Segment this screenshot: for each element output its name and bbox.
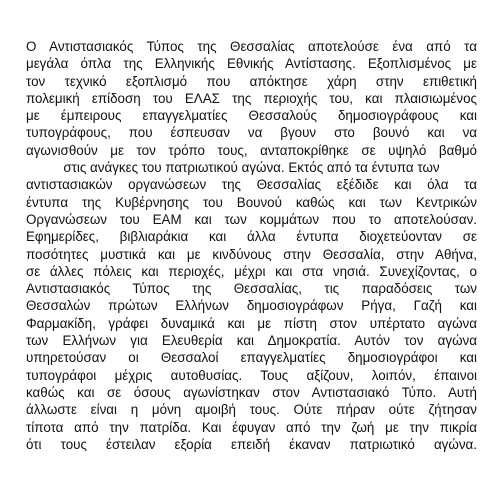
text-line: Εφημερίδες, βιβλιαράκια και άλλα έντυπα διοχετεύονταν σε — [26, 229, 477, 245]
text-line: στις ανάγκες του πατριωτικού αγώνα. Εκτός από τα έντυπα των — [63, 160, 440, 176]
text-line: άλλωστε είναι η μόνη αμοιβή τους. Ούτε πήραν ούτε ζήτησαν — [26, 402, 477, 418]
text-line: πολεμική επίδοση του ΕΛΑΣ της περιοχής του, και πλαισιωμένος — [26, 90, 477, 106]
body-paragraph — [26, 38, 477, 453]
text-line: Αντιστασιακός Τύπος της Θεσσαλίας, τις παραδόσεις των — [26, 281, 477, 297]
text-line: αγωνισθούν με τον τρόπο τους, ανταποκρίθηκε σε υψηλό βαθμό — [26, 142, 477, 158]
text-line: τυπογράφους, που έσπευσαν να βγουν στο βουνό και να — [26, 125, 477, 141]
text-line: τίποτα από την πατρίδα. Και έφυγαν από την ζωή με την πικρία — [26, 419, 477, 435]
text-line: τον τεχνικό εξοπλισμό που απόκτησε χάρη στην επιθετική — [26, 73, 477, 89]
text-line: υπηρετούσαν οι Θεσσαλοί επαγγελματίες δημοσιογράφοι και — [26, 350, 477, 366]
text-line: Θεσσαλών πρώτων Ελλήνων δημοσιογράφων Ρήγα, Γαζή και — [26, 298, 477, 314]
text-line: τυπογράφοι μέχρις αυτοθυσίας. Τους αξίζουν, λοιπόν, έπαινοι — [26, 367, 477, 383]
text-line: μεγάλα όπλα της Ελληνικής Εθνικής Αντίστασης. Εξοπλισμένος με — [26, 56, 477, 72]
text-line: ότι τους έστειλαν εξορία επειδή έκαναν πατριωτικό αγώνα. — [26, 436, 477, 452]
text-line: καθώς και σε όσους αγωνίστηκαν στον Αντιστασιακό Τύπο. Αυτή — [26, 384, 477, 400]
text-line: με έμπειρους επαγγελματίες Θεσσαλούς δημοσιογράφους και — [26, 108, 477, 124]
text-line: Ο Αντιστασιακός Τύπος της Θεσσαλίας αποτελούσε ένα από τα — [26, 39, 477, 54]
text-line: Φαρμακίδη, γράφει δυναμικά και με πίστη στον υπέρτατο αγώνα — [26, 315, 477, 331]
text-line: ποσότητες μυστικά και με κινδύνους στην Θεσσαλία, στην Αθήνα, — [26, 246, 477, 262]
text-line: έντυπα της Κυβέρνησης του Βουνού καθώς και των Κεντρικών — [26, 194, 477, 210]
text-line: Οργανώσεων του ΕΑΜ και των κομμάτων που το αποτελούσαν. — [26, 211, 477, 227]
text-line: αντιστασιακών οργανώσεων της Θεσσαλίας εξέδιδε και όλα τα — [26, 177, 477, 193]
text-line: των Ελλήνων για Ελευθερία και Δημοκρατία. Αυτόν τον αγώνα — [26, 333, 477, 349]
text-line: σε άλλες πόλεις και περιοχές, μέχρι και στα νησιά. Συνεχίζοντας, ο — [26, 263, 477, 279]
